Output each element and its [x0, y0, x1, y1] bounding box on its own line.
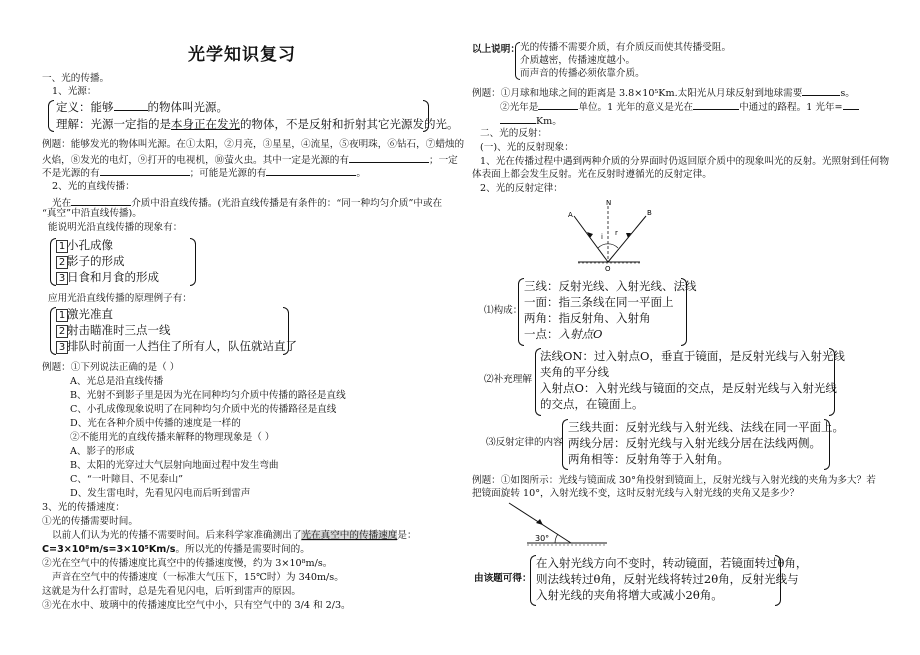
supplement-line: 入射点O：入射光线与镜面的交点，是反射光线与入射光线	[540, 381, 837, 395]
question-1-option-b: B、光射不到影子里是因为光在同种均匀介质中传播的路径是直线	[70, 390, 346, 401]
component-item: 一点：入射点O	[524, 327, 603, 341]
page-title: 光学知识复习	[188, 45, 296, 65]
speed-text-6: 这就是为什么打雷时，总是先看见闪电，后听到雷声的原因。	[42, 586, 302, 597]
label-r: r	[615, 229, 618, 237]
components-label: ⑴构成：	[484, 305, 523, 316]
component-item: 两角：指反射角、入射角	[524, 311, 651, 325]
note-label: 以上说明：	[472, 44, 520, 55]
note-item: 而声音的传播必须依靠介质。	[520, 68, 645, 79]
straight-line-text-2: “真空”中沿直线传播)。	[42, 208, 142, 219]
question-1-option-c: C、小孔成像现象说明了在同种均匀介质中光的传播路径是直线	[70, 404, 337, 415]
section-heading-2: 二、光的反射：	[480, 128, 548, 139]
speed-example-2: ②光年是 单位。1 光年的意义是光在 中通过的路程。1 光年=	[500, 99, 859, 114]
conclusion-label: 由该题可得：	[474, 573, 532, 584]
understanding-line: 理解：光源一定指的是本身正在发光的物体，不是反射和折射其它光源发的光。	[56, 117, 459, 131]
incident-arrow-icon	[536, 519, 543, 525]
conclusion-line: 入射光线的夹角将增大或减小2θ角。	[536, 588, 723, 602]
straight-line-text-3: 能说明光沿直线传播的现象有：	[48, 222, 183, 233]
reflected-ray	[608, 216, 646, 262]
straight-line-text-1: 光在 介质中沿直线传播。(光沿直线传播是有条件的：“同一种均匀介质”中或在	[52, 195, 442, 210]
example-1-line-3: 不是光源的有 ；可能是光源的有 。	[42, 165, 366, 180]
law-item: 两线分居：反射光线与入射光线分居在法线两侧。	[568, 436, 821, 450]
angle-arc	[555, 534, 558, 543]
number-box: 3	[56, 341, 68, 354]
reflection-example-1: 例题：①如图所示：光线与镜面成 30°角投射到镜面上，反射光线与入射光线的夹角为多大？若	[472, 475, 876, 486]
reflection-law-heading: 2、光的反射定律：	[480, 183, 563, 194]
law-content-label: ⑶反射定律的内容	[486, 437, 563, 448]
question-1-option-d: D、光在各种介质中传播的速度是一样的	[70, 418, 241, 429]
conclusion-line: 在入射光线方向不变时，转动镜面，若镜面转过θ角，	[536, 556, 808, 570]
application-item: 排队时前面一人挡住了所有人，队伍就站直了	[67, 339, 297, 353]
label-b: B	[647, 209, 652, 217]
subheading-speed: 3、光的传播速度：	[42, 502, 125, 513]
example-1-line-2: 火焰，⑧发光的电灯，⑨打开的电视机，⑩萤火虫。其中一定是光源的有 ；一定	[42, 152, 458, 167]
question-1-option-a: A、光总是沿直线传播	[70, 376, 164, 387]
blank	[114, 100, 148, 111]
question-2-option-c: C、“一叶障目、不见泰山”	[70, 474, 184, 485]
example-1-line-1: 例题：能够发光的物体叫光源。在①太阳，②月亮，③星星，④流星，⑤夜明珠，⑥钻石，⑦蜡烛的	[42, 139, 465, 150]
supplement-label: ⑵补充理解	[484, 374, 532, 385]
label-a: A	[568, 211, 573, 219]
number-box: 3	[56, 272, 68, 285]
reflection-example-2: 把镜面旋转 10°，入射光线不变，这时反射光线与入射光线的夹角又是多少？	[472, 488, 800, 499]
reflection-text-1: 1、光在传播过程中遇到两种介质的分界面时仍返回原介质中的现象叫光的反射。光照射到任何物	[480, 156, 890, 167]
application-item: 射击瞄准时三点一线	[67, 323, 171, 337]
speed-text-2: 以前人们认为光的传播不需要时间。后来科学家准确测出了光在真空中的传播速度是：	[52, 530, 417, 541]
component-item: 三线：反射光线、入射光线、法线	[524, 279, 697, 293]
phenomenon-item: 日食和月食的形成	[67, 270, 159, 284]
question-2-option-b: B、太阳的光穿过大气层射向地面过程中发生弯曲	[70, 460, 279, 471]
question-2: ②不能用光的直线传播来解释的物理现象是（ ）	[70, 432, 275, 443]
reflection-subheading: (一)、光的反射现象：	[480, 142, 574, 153]
speed-text-5: 声音在空气中的传播速度（一标准大气压下，15℃时）为 340m/s。	[52, 572, 344, 583]
law-item: 两角相等：反射角等于入射角。	[568, 452, 729, 466]
reflection-text-2: 体表面上都会发生反射。光在反射时遵循光的反射定律。	[472, 169, 712, 180]
application-intro: 应用光沿直线传播的原理例子有：	[48, 293, 192, 304]
component-item: 一面：指三条线在同一平面上	[524, 295, 674, 309]
speed-text-1: ①光的传播需要时间。	[42, 516, 138, 527]
phenomenon-item: 小孔成像	[67, 238, 113, 252]
label-n: N	[606, 199, 612, 207]
conclusion-line: 则法线转过θ角，反射光线将转过2θ角，反射光线与	[536, 572, 799, 586]
section-heading-1: 一、光的传播。	[42, 73, 110, 84]
question-2-option-a: A、影子的形成	[70, 446, 135, 457]
angle-diagram	[505, 500, 615, 550]
left-brace	[48, 100, 54, 132]
question-2-option-d: D、发生雷电时，先看见闪电而后听到雷声	[70, 488, 251, 499]
number-box: 2	[56, 256, 68, 269]
number-box: 1	[56, 240, 68, 253]
speed-example-3: Km。	[500, 113, 562, 128]
label-i: i	[601, 233, 603, 241]
label-o: O	[605, 265, 611, 272]
number-box: 2	[56, 325, 68, 338]
subheading-straight-line: 2、光的直线传播：	[52, 181, 135, 192]
application-item: 激光准直	[67, 307, 113, 321]
speed-text-4: ②光在空气中的传播速度比真空中的传播速度慢，约为 3×10⁸m/s。	[42, 558, 333, 569]
number-box: 1	[56, 309, 68, 322]
speed-example-1: 例题：①月球和地球之间的距离是 3.8×10⁵Km.太阳光从月球反射到地球需要 s。	[472, 85, 855, 100]
note-item: 介质越密，传播速度越小。	[520, 55, 636, 66]
supplement-line: 法线ON：过入射点O，垂直于镜面，是反射光线与入射光线	[540, 349, 845, 363]
question-1: 例题：①下列说法正确的是（ ）	[42, 362, 180, 373]
note-item: 光的传播不需要介质，有介质反而使其传播受阻。	[520, 42, 732, 53]
phenomenon-item: 影子的形成	[67, 254, 125, 268]
speed-text-3: C=3×10⁸m/s=3×10⁵Km/s。所以光的传播是需要时间的。	[42, 544, 310, 555]
subheading-light-source: 1、光源：	[52, 86, 97, 97]
speed-text-7: ③光在水中、玻璃中的传播速度比空气中小，只有空气中的 3/4 和 2/3。	[42, 600, 351, 611]
angle-label: 30°	[535, 534, 550, 543]
right-brace	[190, 238, 196, 286]
reflection-diagram	[560, 196, 660, 272]
law-item: 三线共面：反射光线与入射光线、法线在同一平面上。	[568, 420, 844, 434]
supplement-line: 的交点，在镜面上。	[540, 397, 644, 411]
definition-line: 定义：能够 的物体叫光源。	[56, 100, 228, 114]
supplement-line: 夹角的平分线	[540, 365, 609, 379]
